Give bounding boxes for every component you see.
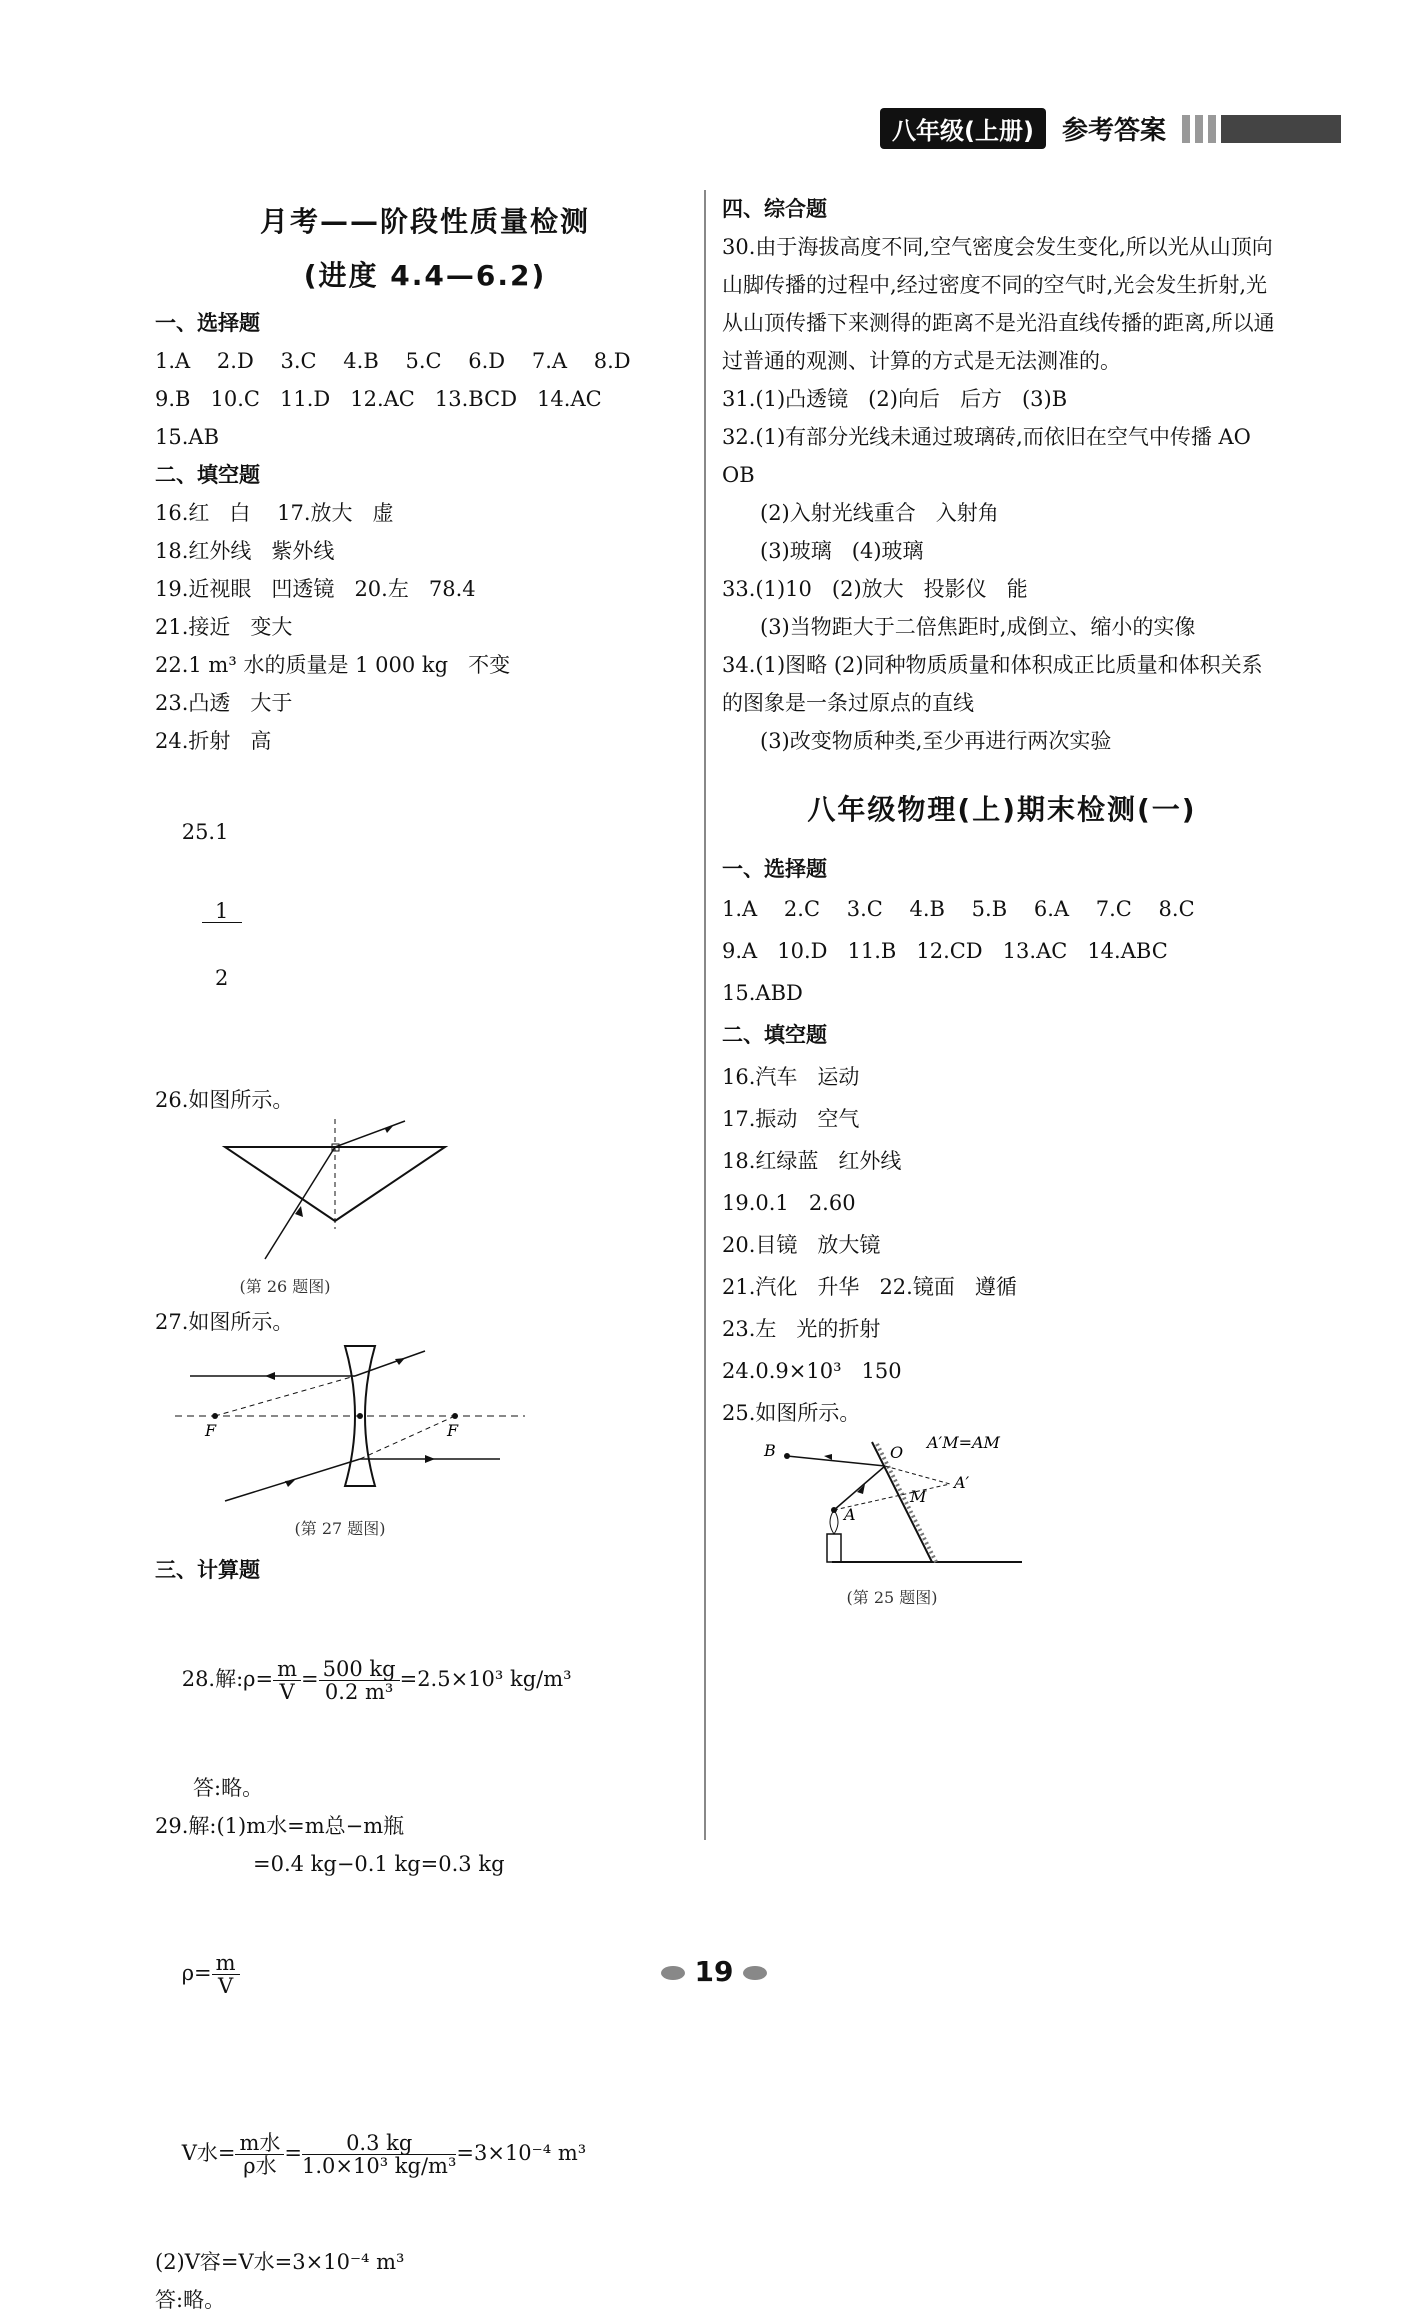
heading-fill: 二、填空题 [155,463,260,487]
answer-line: 1.A 2.D 3.C 4.B 5.C 6.D 7.A 8.D [155,349,631,373]
fraction-denominator: V [279,1680,295,1704]
q28-label: 28.解:ρ= [181,1667,274,1691]
page-number: 19 [694,1955,734,1988]
header-bars [1182,115,1341,143]
answer-line: 26.如图所示。 [155,1088,294,1112]
figure-27 [155,1341,695,1511]
leaf-icon [661,1966,685,1980]
answer-line: 27.如图所示。 [155,1310,294,1334]
q28-result: =2.5×10³ kg/m³ [399,1667,572,1691]
fraction-denominator: 2 [215,966,229,990]
answer-line: (2)入射光线重合 入射角 [760,501,999,525]
answer-line: 22.1 m³ 水的质量是 1 000 kg 不变 [155,653,511,677]
fraction-denominator: ρ水 [243,2154,277,2178]
rho-label: ρ= [181,1961,212,1985]
answer-28 [155,1589,695,1769]
answer-line: 18.红绿蓝 红外线 [722,1149,902,1173]
fraction [302,2132,456,2177]
volume-result: =3×10⁻⁴ m³ [456,2141,587,2165]
answer-line: 21.汽化 升华 22.镜面 遵循 [722,1275,1017,1299]
fraction-denominator: 1.0×10³ kg/m³ [302,2154,457,2178]
point-b-label: B [764,1441,776,1460]
answer-line: 1.A 2.C 3.C 4.B 5.B 6.A 7.C 8.C [722,897,1195,921]
point-o-label: O [890,1443,904,1462]
answer-line: 15.AB [155,425,219,449]
answer-29-volume [155,2063,695,2243]
answer-line: 25.如图所示。 [722,1401,861,1425]
answer-line: 9.B 10.C 11.D 12.AC 13.BCD 14.AC [155,387,602,411]
equation-label: A′M=AM [927,1434,1000,1452]
fraction-numerator: 500 kg [319,1658,400,1681]
header-ref: 参考答案 [1061,116,1166,146]
figure-26-caption: (第 26 题图) [239,1277,331,1296]
section-title: 月考——阶段性质量检测 [259,205,590,238]
answer-25-num: 25.1 [181,820,229,844]
answer-line: 9.A 10.D 11.B 12.CD 13.AC 14.ABC [722,939,1168,963]
right-column [722,190,1282,1608]
answer-32a: 32.(1)有部分光线未通过玻璃砖,而依旧在空气中传播 AO OB [722,425,1251,487]
figure-26 [155,1119,695,1269]
heading-mc: 一、选择题 [722,857,827,881]
equals: = [284,2141,302,2165]
answer-30: 30.由于海拔高度不同,空气密度会发生变化,所以光从山顶向山脚传播的过程中,经过密度不同的空气时,光会发生折射,光从山顶传播下来测得的距离不是光沿直线传播的距离,所以通过普通的观测、计算的方式是无法测准的。 [722,235,1275,373]
answer-line: 23.左 光的折射 [722,1317,881,1341]
fraction-numerator: 0.3 kg [302,2132,456,2155]
heading-mc: 一、选择题 [155,311,260,335]
answer-25 [155,760,695,1081]
point-m-label: M [910,1487,927,1506]
answer-line: =0.4 kg−0.1 kg=0.3 kg [253,1852,505,1876]
fraction-denominator: V [218,1974,234,1998]
answer-line: 23.凸透 大于 [155,691,293,715]
fraction [202,856,242,1033]
focus-label-right: F [447,1421,459,1440]
answer-line: 16.红 白 17.放大 虚 [155,501,394,525]
focus-label-left: F [205,1421,217,1440]
fraction-numerator: m水 [235,2132,284,2155]
figure-27-caption: (第 27 题图) [294,1519,386,1538]
heading-comprehensive: 四、综合题 [722,197,827,221]
page-number-row [0,1955,1428,1988]
answer-line: 18.红外线 紫外线 [155,539,335,563]
left-column [155,190,695,2319]
answer-line: 答:略。 [193,1776,264,1800]
answer-line: (2)V容=V水=3×10⁻⁴ m³ [155,2250,405,2274]
grade-badge: 八年级(上册) [880,108,1046,149]
fraction-numerator: m [212,1952,240,1975]
answer-34a: 34.(1)图略 (2)同种物质质量和体积成正比质量和体积关系的图象是一条过原点的直线 [722,653,1263,715]
fraction-denominator: 0.2 m³ [324,1680,394,1704]
answer-line: 33.(1)10 (2)放大 投影仪 能 [722,577,1028,601]
answer-line: 21.接近 变大 [155,615,293,639]
answer-line: 29.解:(1)m水=m总−m瓶 [155,1814,405,1838]
column-divider [704,190,706,1840]
figure-25-caption: (第 25 题图) [846,1588,938,1607]
point-a-label: A [844,1505,856,1524]
point-a-prime-label: A′ [954,1473,970,1492]
fraction [273,1658,301,1703]
answer-line: 答:略。 [155,2288,226,2312]
answer-line: 24.0.9×10³ 150 [722,1359,902,1383]
answer-line: 31.(1)凸透镜 (2)向后 后方 (3)B [722,387,1068,411]
page-header [880,108,1341,149]
answer-line: 24.折射 高 [155,729,272,753]
volume-label: V水= [181,2141,236,2165]
heading-fill: 二、填空题 [722,1023,827,1047]
equals: = [301,1667,319,1691]
exam-title: 八年级物理(上)期末检测(一) [807,793,1197,826]
answer-line: 15.ABD [722,981,803,1005]
answer-line: 19.0.1 2.60 [722,1191,856,1215]
fraction [235,2132,284,2177]
section-subtitle: (进度 4.4—6.2) [303,259,547,292]
answer-line: (3)玻璃 (4)玻璃 [760,539,924,563]
answer-line: 19.近视眼 凹透镜 20.左 78.4 [155,577,476,601]
answer-line: 20.目镜 放大镜 [722,1233,881,1257]
fraction-numerator: 1 [202,900,242,923]
answer-33b: (3)当物距大于二倍焦距时,成倒立、缩小的实像 [760,615,1196,639]
fraction-numerator: m [273,1658,301,1681]
answer-line: 16.汽车 运动 [722,1065,860,1089]
fraction [319,1658,400,1703]
heading-calc: 三、计算题 [155,1558,260,1582]
figure-25 [722,1434,1262,1574]
answer-line: (3)改变物质种类,至少再进行两次实验 [760,729,1112,753]
leaf-icon [743,1966,767,1980]
answer-line: 17.振动 空气 [722,1107,860,1131]
